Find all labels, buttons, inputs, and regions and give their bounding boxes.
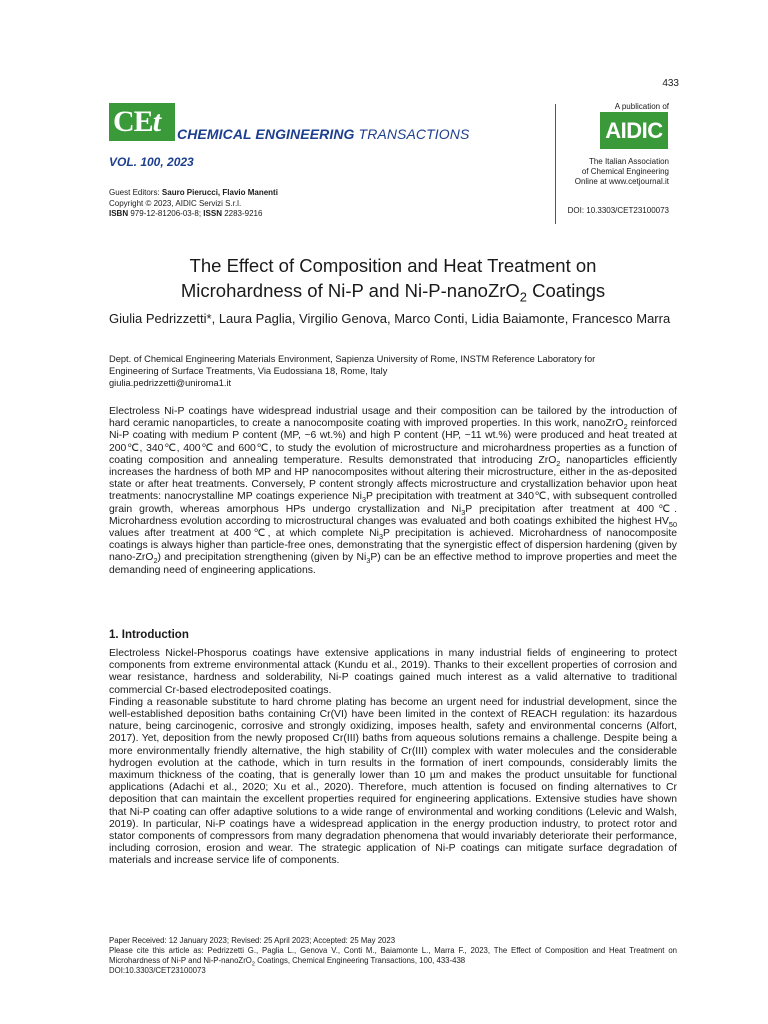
affiliation: Dept. of Chemical Engineering Materials Environment, Sapienza University of Rome, INSTM Reference Laboratory for Engineering of Surface Treatments, Via Eudossiana 18, Rome, Italy giulia.pedrizzetti@uniroma1.it (109, 353, 677, 389)
publication-of-label: A publication of (614, 102, 669, 111)
journal-website[interactable]: Online at www.cetjournal.it (574, 177, 669, 186)
paragraph: Finding a reasonable substitute to hard chrome plating has become an urgent need for industrial development, since the well-established deposition baths containing Cr(VI) have been limited in the context of REACH regulation: its hazardous nature, being carcinogenic, corrosive and strongly oxidizing, imposes health, safety and environmental concerns (Alfort, 2017). Yet, deposition from the newly proposed Cr(III) baths from aqueous solutions remains a challenge. Despite being a more environmentally friendly alternative, the high stability of Cr(III) complex with water molecules and the considerable hydrogen evolution at the cathode, which in turn results in the formation of inert compounds, considerably limits the maximum thickness of the coating, that is generally lower than 10 µm and makes the product unsuitable for functional applications (Adachi et al., 2020; Xu et al., 2020). Therefore, much attention is focused on finding alternatives to Cr deposition that can maintain the excellent properties required for engineering applications. Extensive studies have shown that Ni-P coating can offer adaptive solutions to a wide range of environmental and working conditions (Lelevic and Walsh, 2019). In particular, Ni-P coatings have a widespread application in the energy production industry, to protect rotor and stator components of compressors from many degradation phenomena that would invariably deteriorate their performance, including corrosion, erosion and wear. The strategic application of Ni-P coatings can mitigate surface degradation of materials and increase service life of components. (109, 696, 677, 867)
citation: Please cite this article as: Pedrizzetti G., Paglia L., Genova V., Conti M., Baiamonte L., Marra F., 2023, The Effect of Composition and Heat Treatment on Microhardness of Ni-P and Ni-P-nanoZrO$_2$ Coatings, Chemical Engineering Transactions, 100, 433-438 (109, 946, 677, 968)
abstract: Electroless Ni-P coatings have widespread industrial usage and their composition can be tailored by the introduction of hard ceramic nanoparticles, to create a nanocomposite coating with improved properties. In this work, nanoZrO$_2$ reinforced Ni-P coating with medium P content (MP, ~6 wt.%) and high P content (HP, ~11 wt.%) were produced and heat treated at 200℃, 340℃, 400℃ and 600℃, to study the evolution of microstructure and microhardness properties as a function of coating composition and annealing temperature. Results demonstrated that introducing ZrO$_2$ nanoparticles efficiently increases the hardness of both MP and HP nanocomposites without altering their microstructure, either in the as-deposited state or after heat treatments. Conversely, P content strongly affects microstructure and crystallization behavior upon heat treatments: nanocrystalline MP coatings experience $Ni_3P$ precipitation with treatment at 340℃, with subsequent controlled grain growth, whereas amorphous HPs undergo crystallization and $Ni_3P$ precipitation after treatment at 400℃. Microhardness evolution according to microstructural changes was evaluated and both coatings exhibited the highest $HV_{50}$ values after treatment at 400℃, at which complete $Ni_3P$ precipitation is achieved. Microhardness of nanocomposite coatings is always higher than particle-free ones, demonstrating that the synergistic effect of dispersion hardening (given by nano-ZrO$_2$) and precipitation strengthening (given by $Ni_3P$) can be an effective method to improve properties and meet the demanding need of engineering applications. (109, 406, 678, 576)
editors-block: Guest Editors: Sauro Pierucci, Flavio Manenti Copyright © 2023, AIDIC Servizi S.r.l. ISBN 979-12-81206-03-8; ISSN 2283-9216 (109, 188, 278, 218)
header-divider (555, 104, 556, 224)
journal-title: CHEMICAL ENGINEERING TRANSACTIONS (177, 126, 470, 142)
footer (109, 936, 677, 976)
authors: Giulia Pedrizzetti*, Laura Paglia, Virgilio Genova, Marco Conti, Lidia Baiamonte, Francesco Marra (109, 311, 671, 326)
footer-doi[interactable]: DOI:10.3303/CET23100073 (109, 966, 206, 975)
author-email[interactable]: giulia.pedrizzetti@uniroma1.it (109, 378, 232, 388)
received-dates: Paper Received: 12 January 2023; Revised: 25 April 2023; Accepted: 25 May 2023 (109, 936, 396, 945)
section-heading-introduction: 1. Introduction (109, 629, 189, 641)
aidic-logo: AIDIC (600, 112, 668, 149)
introduction-body (109, 648, 677, 868)
journal-logo: CEt (109, 103, 175, 141)
paragraph: Electroless Nickel-Phosporus coatings have extensive applications in many industrial fields of engineering to protect components from extreme environmental attack (Kundu et al., 2019). Thanks to their excellent properties of corrosion and wear resistance, hardness and solderability, Ni-P coatings gained much interest as a valid alternative to traditional commercial Cr-based electrodeposited coatings. (109, 648, 677, 696)
doi-header: DOI: 10.3303/CET23100073 (567, 206, 669, 215)
article-title: The Effect of Composition and Heat Treatment on Microhardness of Ni-P and Ni-P-nanoZrO$_2$ Coatings (180, 255, 606, 305)
publisher-info: The Italian Association of Chemical Engineering Online at www.cetjournal.it (574, 157, 669, 186)
page-number: 433 (662, 78, 679, 89)
volume-label: VOL. 100, 2023 (109, 155, 194, 169)
